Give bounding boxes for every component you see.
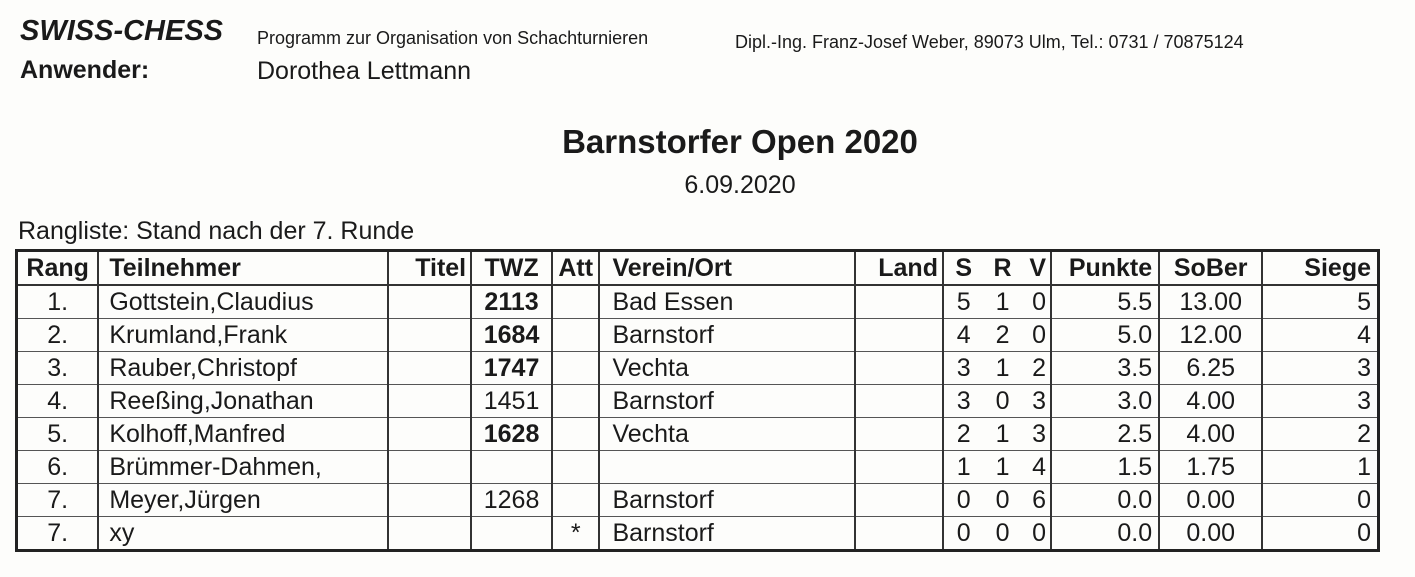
cell-siege: 3 xyxy=(1262,352,1378,385)
cell-land xyxy=(855,285,943,319)
cell-att xyxy=(552,319,599,352)
cell-twz: 1628 xyxy=(471,418,552,451)
cell-v: 4 xyxy=(1022,451,1051,484)
cell-siege: 2 xyxy=(1262,418,1378,451)
cell-s: 3 xyxy=(943,385,983,418)
cell-rang: 1. xyxy=(17,285,99,319)
cell-sober: 0.00 xyxy=(1159,517,1262,551)
cell-v: 6 xyxy=(1022,484,1051,517)
cell-sober: 4.00 xyxy=(1159,385,1262,418)
cell-land xyxy=(855,484,943,517)
cell-s: 1 xyxy=(943,451,983,484)
cell-name: Meyer,Jürgen xyxy=(98,484,388,517)
cell-r: 1 xyxy=(983,451,1021,484)
cell-r: 1 xyxy=(983,352,1021,385)
cell-twz: 1747 xyxy=(471,352,552,385)
cell-r: 0 xyxy=(983,385,1021,418)
cell-r: 1 xyxy=(983,285,1021,319)
cell-name: Rauber,Christopf xyxy=(98,352,388,385)
cell-titel xyxy=(388,385,471,418)
cell-s: 2 xyxy=(943,418,983,451)
col-header-twz: TWZ xyxy=(471,251,552,286)
col-header-punkte: Punkte xyxy=(1051,251,1159,286)
cell-r: 0 xyxy=(995,518,1010,547)
cell-s: 5 xyxy=(943,285,983,319)
cell-land xyxy=(855,418,943,451)
cell-rang: 2. xyxy=(17,319,99,352)
cell-titel xyxy=(388,352,471,385)
cell-punkte: 0.0 xyxy=(1051,484,1159,517)
cell-titel xyxy=(388,517,471,551)
cell-sober: 1.75 xyxy=(1159,451,1262,484)
cell-twz: 1268 xyxy=(471,484,552,517)
col-header-land: Land xyxy=(855,251,943,286)
cell-rang: 4. xyxy=(17,385,99,418)
cell-verein: Vechta xyxy=(599,352,855,385)
cell-v: 3 xyxy=(1022,385,1051,418)
cell-siege: 4 xyxy=(1262,319,1378,352)
cell-punkte: 0.0 xyxy=(1051,517,1159,551)
author-contact: Dipl.-Ing. Franz-Josef Weber, 89073 Ulm, Tel.: 0731 / 70875124 xyxy=(735,32,1244,52)
cell-name: Kolhoff,Manfred xyxy=(98,418,388,451)
cell-att xyxy=(552,385,599,418)
cell-verein: Bad Essen xyxy=(599,285,855,319)
user-name: Dorothea Lettmann xyxy=(257,57,472,85)
cell-titel xyxy=(388,484,471,517)
col-header-att: Att xyxy=(552,251,599,286)
table-row xyxy=(17,385,1379,418)
col-header-sober: SoBer xyxy=(1159,251,1262,286)
cell-titel xyxy=(388,418,471,451)
cell-verein: Barnstorf xyxy=(599,484,855,517)
cell-name: Reeßing,Jonathan xyxy=(98,385,388,418)
cell-rang: 6. xyxy=(17,451,99,484)
cell-twz: 1684 xyxy=(471,319,552,352)
table-row xyxy=(17,319,1379,352)
cell-att xyxy=(552,285,599,319)
brand-name: SWISS-CHESS xyxy=(20,15,224,47)
cell-punkte: 3.0 xyxy=(1051,385,1159,418)
cell-name: xy xyxy=(98,517,388,551)
cell-siege: 3 xyxy=(1262,385,1378,418)
cell-v: 0 xyxy=(1022,285,1051,319)
cell-sober: 6.25 xyxy=(1159,352,1262,385)
col-header-v: V xyxy=(1022,251,1051,286)
cell-r: 2 xyxy=(983,319,1021,352)
cell-att xyxy=(552,352,599,385)
col-header-titel: Titel xyxy=(388,251,471,286)
cell-punkte: 5.0 xyxy=(1051,319,1159,352)
cell-land xyxy=(855,451,943,484)
cell-punkte: 2.5 xyxy=(1051,418,1159,451)
cell-sober: 12.00 xyxy=(1159,319,1262,352)
cell-rang: 7. xyxy=(17,484,99,517)
program-subtitle: Programm zur Organisation von Schachturnieren xyxy=(257,28,649,48)
cell-v: 2 xyxy=(1022,352,1051,385)
cell-titel xyxy=(388,319,471,352)
table-row xyxy=(17,517,1379,551)
cell-v: 3 xyxy=(1022,418,1051,451)
cell-land xyxy=(855,385,943,418)
cell-rang: 5. xyxy=(17,418,99,451)
cell-v: 0 xyxy=(1022,319,1051,352)
cell-siege: 0 xyxy=(1262,517,1378,551)
cell-rang: 7. xyxy=(17,517,99,551)
cell-verein: Barnstorf xyxy=(599,517,855,551)
ranking-caption: Rangliste: Stand nach der 7. Runde xyxy=(18,217,415,245)
tournament-title: Barnstorfer Open 2020 xyxy=(562,123,918,160)
col-header-r: R xyxy=(983,251,1021,286)
col-header-siege: Siege xyxy=(1262,251,1378,286)
table-row xyxy=(17,352,1379,385)
cell-att xyxy=(552,484,599,517)
cell-s: 0 xyxy=(943,484,983,517)
cell-land xyxy=(855,319,943,352)
cell-s: 0 xyxy=(943,517,983,551)
cell-r: 1 xyxy=(983,418,1021,451)
cell-siege: 5 xyxy=(1262,285,1378,319)
cell-verein xyxy=(599,451,855,484)
col-header-s: S xyxy=(943,251,983,286)
cell-punkte: 5.5 xyxy=(1051,285,1159,319)
cell-twz xyxy=(471,517,552,551)
cell-r: 0 xyxy=(983,484,1021,517)
cell-verein: Vechta xyxy=(599,418,855,451)
table-row xyxy=(17,285,1379,319)
cell-punkte: 1.5 xyxy=(1051,451,1159,484)
cell-name: Krumland,Frank xyxy=(98,319,388,352)
col-header-verein: Verein/Ort xyxy=(599,251,855,286)
cell-s: 3 xyxy=(943,352,983,385)
user-label: Anwender: xyxy=(20,56,150,84)
cell-land xyxy=(855,517,943,551)
cell-s: 4 xyxy=(943,319,983,352)
col-header-rang: Rang xyxy=(17,251,99,286)
cell-name: Gottstein,Claudius xyxy=(98,285,388,319)
cell-rang: 3. xyxy=(17,352,99,385)
cell-sober: 4.00 xyxy=(1159,418,1262,451)
col-header-teilnehmer: Teilnehmer xyxy=(98,251,388,286)
ranking-table xyxy=(15,249,1380,552)
cell-twz xyxy=(471,451,552,484)
tournament-date: 6.09.2020 xyxy=(684,171,796,199)
cell-titel xyxy=(388,451,471,484)
cell-sober: 13.00 xyxy=(1159,285,1262,319)
cell-land xyxy=(855,352,943,385)
cell-punkte: 3.5 xyxy=(1051,352,1159,385)
cell-siege: 0 xyxy=(1262,484,1378,517)
table-header-row xyxy=(17,251,1379,286)
cell-siege: 1 xyxy=(1262,451,1378,484)
cell-twz: 1451 xyxy=(471,385,552,418)
cell-att xyxy=(552,451,599,484)
table-row xyxy=(17,418,1379,451)
cell-verein: Barnstorf xyxy=(599,385,855,418)
cell-twz: 2113 xyxy=(471,285,552,319)
cell-att xyxy=(552,418,599,451)
cell-titel xyxy=(388,285,471,319)
cell-name: Brümmer-Dahmen, xyxy=(98,451,388,484)
cell-v: 0 xyxy=(1022,517,1051,551)
cell-verein: Barnstorf xyxy=(599,319,855,352)
table-row xyxy=(17,484,1379,517)
cell-att: * xyxy=(552,517,599,551)
table-row xyxy=(17,451,1379,484)
cell-sober: 0.00 xyxy=(1159,484,1262,517)
